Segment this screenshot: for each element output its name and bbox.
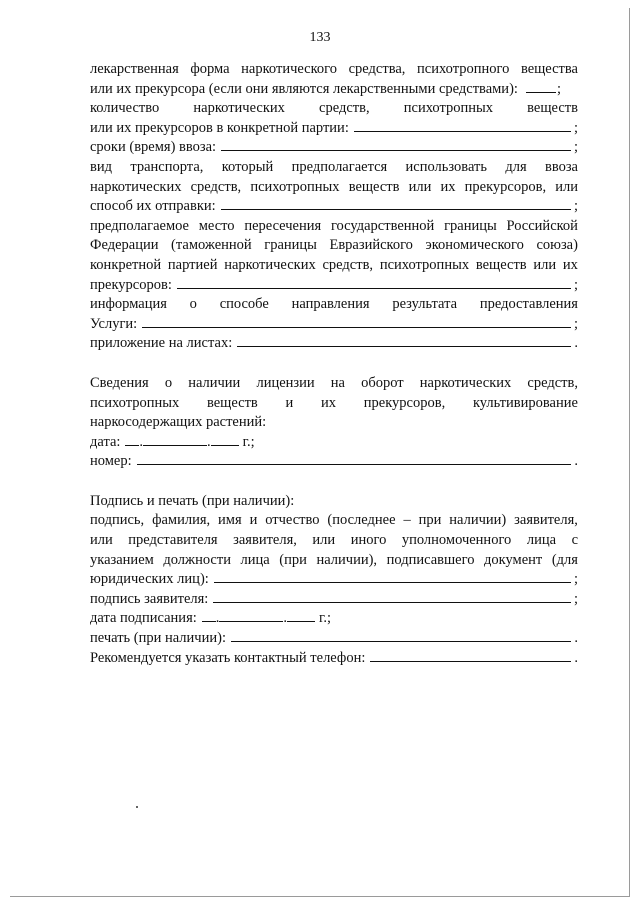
word: прекурсоров, (464, 178, 547, 195)
applicant-signature-field[interactable] (213, 590, 571, 603)
word: для (505, 158, 527, 175)
word: о (164, 374, 173, 391)
word: заявителя, (514, 512, 578, 529)
word: государственной (330, 217, 435, 234)
dosage-form-line: или их прекурсора (если они являются лекарственными средствами): ; (90, 80, 561, 97)
service-result-line: Услуги: ; (90, 315, 578, 332)
import-time-field[interactable] (221, 138, 571, 151)
word: лица (240, 551, 270, 568)
justified-line (90, 60, 578, 80)
stamp-line: печать (при наличии): . (90, 630, 578, 647)
word: наличии), (316, 551, 378, 568)
word: о (189, 296, 197, 313)
word: результата (392, 296, 458, 313)
justified-line (90, 511, 578, 531)
word: Российской (506, 217, 578, 234)
word: средств, (322, 256, 374, 273)
word: границы (444, 217, 497, 234)
word: психотропных (403, 100, 494, 117)
license-number-field[interactable] (137, 452, 572, 465)
word: Сведения (90, 374, 149, 391)
word: или (408, 178, 432, 195)
word: средства, (348, 61, 406, 77)
word: вещества (520, 61, 578, 77)
word: при (418, 512, 442, 529)
word: направления (291, 296, 370, 313)
attachment-sheets-field[interactable] (237, 334, 571, 347)
word: вид (90, 158, 112, 175)
word: наркотических (224, 256, 316, 273)
word: их (562, 256, 578, 273)
word: их (321, 394, 337, 411)
word: предполагаемое (90, 217, 189, 234)
word: психотропных (379, 256, 470, 273)
justified-line (90, 99, 578, 119)
word: (для (551, 551, 578, 568)
word: средств, (527, 374, 578, 391)
word: психотропных (250, 178, 340, 195)
word: веществ (527, 100, 578, 117)
word: веществ (348, 178, 400, 195)
word: способе (219, 296, 269, 313)
word: уполномоченного (401, 532, 512, 549)
word: психотропных (90, 394, 180, 411)
license-month-field[interactable] (143, 433, 207, 446)
word: союза) (536, 237, 578, 254)
word: заявителя, (233, 532, 297, 549)
word: информация (90, 296, 167, 313)
justified-line (90, 158, 578, 178)
word: должности (163, 551, 231, 568)
word: (таможенной (171, 237, 252, 254)
form-content (90, 60, 578, 668)
license-day-field[interactable] (125, 433, 139, 446)
license-date-line: дата: . . г.; (90, 433, 255, 450)
attachment-line: приложение на листах: . (90, 335, 578, 352)
license-year-field[interactable] (211, 433, 239, 446)
word: (при (279, 551, 307, 568)
word: предоставления (479, 296, 578, 313)
word: лицензии (256, 374, 315, 391)
word: или (312, 532, 336, 549)
word: документ (484, 551, 543, 568)
word: ввоза (544, 158, 578, 175)
import-time-line: сроки (время) ввоза: ; (90, 139, 578, 156)
word: наркотического (241, 61, 338, 77)
word: лекарственная (90, 61, 179, 77)
word: подписавшего (386, 551, 475, 568)
signing-day-field[interactable] (202, 609, 216, 622)
word: наркотических (90, 178, 182, 195)
word: их (440, 178, 456, 195)
justified-line (90, 531, 578, 551)
word: или (533, 256, 557, 273)
legal-entity-line: юридических лиц): ; (90, 571, 578, 588)
word: форма (190, 61, 230, 77)
contact-phone-field[interactable] (370, 649, 571, 662)
word: средств, (319, 100, 370, 117)
word: с (571, 532, 578, 549)
word: средств, (190, 178, 242, 195)
stamp-field[interactable] (231, 629, 571, 642)
justified-line (90, 178, 578, 198)
word: конкретной (90, 256, 162, 273)
word: веществ (475, 256, 527, 273)
justified-line (90, 256, 578, 276)
word: наличии (188, 374, 241, 391)
word: использовать (405, 158, 487, 175)
word: оборот (361, 374, 404, 391)
justified-line (90, 374, 578, 394)
word: культивирование (472, 394, 578, 411)
border-crossing-field[interactable] (177, 276, 571, 289)
word: наркотических (419, 374, 512, 391)
page-number: 133 (309, 30, 331, 45)
border-crossing-line: прекурсоров: ; (90, 276, 578, 293)
applicant-signature-line: подпись заявителя: ; (90, 590, 578, 607)
license-number-line: номер: . (90, 453, 578, 470)
justified-line (90, 295, 578, 315)
justified-line (90, 217, 578, 237)
signature-heading: Подпись и печать (при наличии): (90, 492, 295, 509)
dosage-form-field[interactable] (526, 80, 556, 93)
word: наличии) (449, 512, 507, 529)
justified-line (90, 236, 578, 256)
word: представителя (128, 532, 218, 549)
word: Евразийского (329, 237, 413, 254)
word: веществ (206, 394, 258, 411)
word: лица (526, 532, 557, 549)
word: количество (90, 100, 160, 117)
quantity-field[interactable] (354, 119, 571, 132)
word: и (285, 394, 294, 411)
signing-date-line: дата подписания: . . г.; (90, 610, 331, 627)
word: Федерации (90, 237, 159, 254)
word: границы (264, 237, 317, 254)
word: партией (167, 256, 218, 273)
word: прекурсоров, (363, 394, 446, 411)
word: и (249, 512, 258, 529)
word: психотропного (417, 61, 510, 77)
word: фамилия, (152, 512, 211, 529)
justified-line (90, 551, 578, 571)
word: – (403, 512, 411, 529)
word: или (555, 178, 578, 195)
contact-phone-line: Рекомендуется указать контактный телефон: . (90, 649, 578, 666)
word: экономического (425, 237, 524, 254)
license-text-line: наркосодержащих растений: (90, 414, 267, 431)
service-result-field[interactable] (142, 315, 571, 328)
scan-speck (136, 806, 138, 808)
word: наркотических (193, 100, 285, 117)
word: (последнее (327, 512, 396, 529)
word: отчество (265, 512, 320, 529)
signing-year-field[interactable] (287, 609, 315, 622)
word: место (198, 217, 235, 234)
word: или (90, 532, 113, 549)
quantity-line: или их прекурсоров в конкретной партии: ; (90, 119, 578, 136)
justified-line (90, 394, 578, 414)
word: подпись, (90, 512, 145, 529)
word: который (221, 158, 274, 175)
word: транспорта, (130, 158, 204, 175)
word: указанием (90, 551, 154, 568)
shipping-method-field[interactable] (221, 197, 571, 210)
word: на (330, 374, 345, 391)
legal-entity-signer-field[interactable] (214, 570, 571, 583)
signing-month-field[interactable] (219, 609, 283, 622)
word: пересечения (244, 217, 322, 234)
word: предполагается (291, 158, 388, 175)
shipping-method-line: способ их отправки: ; (90, 198, 578, 215)
word: иного (350, 532, 387, 549)
word: имя (218, 512, 242, 529)
